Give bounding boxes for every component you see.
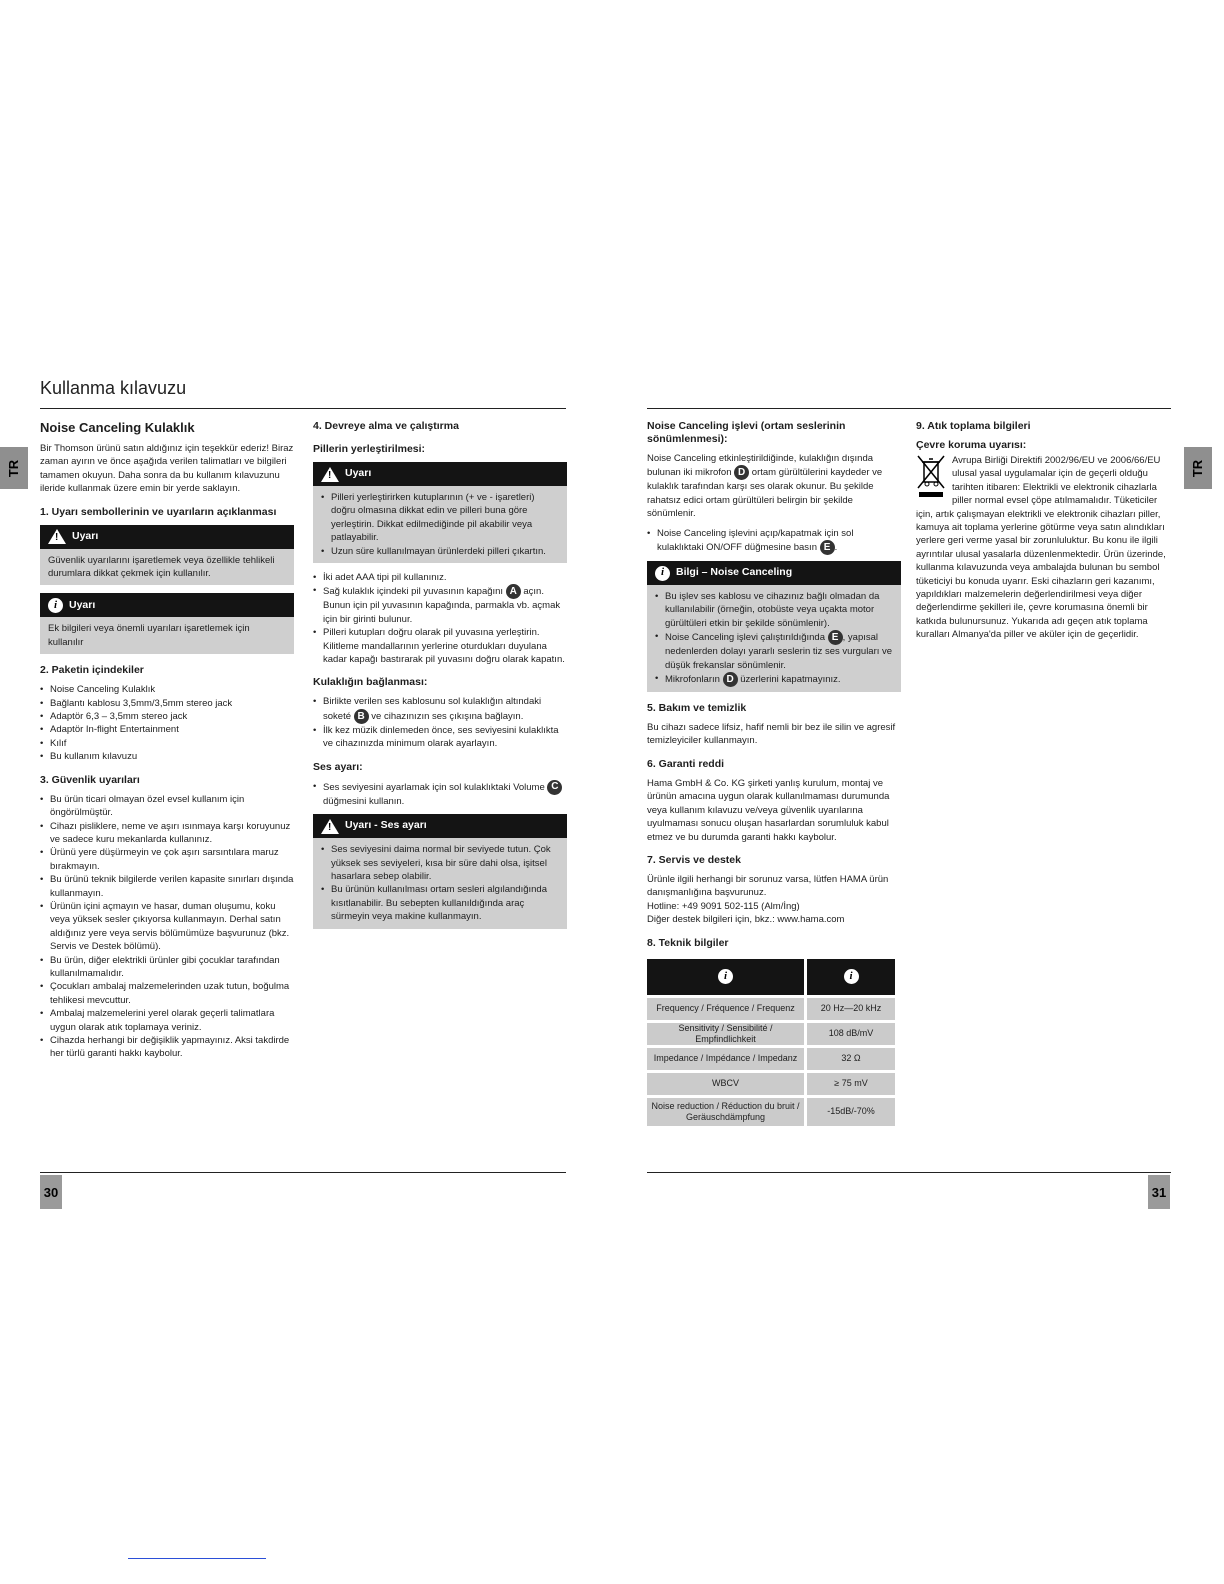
spec-value: 32 Ω bbox=[807, 1048, 895, 1070]
list-item: • Noise Canceling işlevi çalıştırıldığında E , yapısal nedenlerden dolayı yararlı seslerin tiz ses vurguları ve düşük frekanslar sönümlenir. bbox=[655, 630, 893, 672]
marker-b-badge: B bbox=[354, 709, 369, 724]
spec-label: Noise reduction / Réduction du bruit / Geräuschdämpfung bbox=[647, 1098, 804, 1126]
list-item: • Cihazda herhangi bir değişiklik yapmayınız. Aksi takdirde her türlü garanti hakkı kaybolur. bbox=[40, 1034, 294, 1061]
warning-triangle-icon: ! bbox=[321, 819, 339, 834]
support-link-text: Diğer destek bilgileri için, bkz.: www.hama.com bbox=[647, 914, 845, 926]
bottom-rule-right bbox=[647, 1172, 1171, 1173]
column-1 bbox=[40, 420, 294, 1067]
list-item: • Mikrofonların D üzerlerini kapatmayınız. bbox=[655, 672, 893, 687]
spec-label: Frequency / Fréquence / Frequenz bbox=[647, 998, 804, 1020]
intro-text: Bir Thomson ürünü satın aldığınız için teşekkür ederiz! Biraz zaman ayırın ve önce aşağıda verilen talimatları ve bilgileri tamamen okuyun. Daha sonra da bu kullanım kılavuzunu ileride kullanmak üzere emin bir yerde saklayın. bbox=[40, 443, 294, 495]
top-rule-right bbox=[647, 408, 1171, 409]
list-item: • Sağ kulaklık içindeki pil yuvasının kapağını A açın. Bunun için pil yuvasının kapağında, parmakla vb. açmak için bir girinti bulunur. bbox=[313, 584, 567, 626]
list-item: • İki adet AAA tipi pil kullanınız. bbox=[313, 571, 567, 584]
environment-text: Avrupa Birliği Direktifi 2002/96/EU ve 2006/66/EU ulusal yasal uygulamalar için de geçerli olduğu tarihten itibaren: Elektrikli ve elektronik cihazlarla piller normal evsel çöpe atılmamalıdır. Tüketiciler için, artık çalışmayan elektrikli ve elektronik cihazları piller, kamuya ait toplama yerlerine götürme veya satın alındıkları yerlere geri verme yasal bir zorunluluktur. Bu konu ile ilgili ayrıntılar ulusal yasalarla düzenlenmektedir. Ürün üzerinde, kullanma kılavuzunda veya ambalajda bulunan bu sembol tüketiciyi bu konuda uyarır. Eski cihazların geri kazanımı, yapıldıkları malzemelerin değerlendirilmesi veya diğer değerlendirme şekilleri ile, çevre korumasına önemli bir katkıda bulunursunuz. Yukarıda adı geçen atık toplama kuralları Almanya'da piller ve aküler için de geçerlidir. bbox=[916, 455, 1166, 641]
section-9-heading: 9. Atık toplama bilgileri bbox=[916, 420, 1031, 432]
section-4-heading: 4. Devreye alma ve çalıştırma bbox=[313, 420, 459, 432]
spec-value: ≥ 75 mV bbox=[807, 1073, 895, 1095]
spec-value: 20 Hz—20 kHz bbox=[807, 998, 895, 1020]
connection-heading: Kulaklığın bağlanması: bbox=[313, 676, 428, 689]
section-7-heading: 7. Servis ve destek bbox=[647, 853, 741, 866]
section-5-heading: 5. Bakım ve temizlik bbox=[647, 702, 747, 715]
safety-list bbox=[40, 793, 294, 1061]
table-row bbox=[647, 998, 895, 1020]
language-tab-right: TR bbox=[1184, 447, 1212, 489]
list-item: • Ambalaj malzemelerini yerel olarak geçerli talimatlara uygun olarak atık toplamaya veriniz. bbox=[40, 1007, 294, 1034]
product-title: Noise Canceling Kulaklık bbox=[40, 420, 195, 435]
list-item: • Noise Canceling Kulaklık bbox=[40, 683, 294, 696]
batteries-heading: Pillerin yerleştirilmesi: bbox=[313, 443, 426, 455]
marker-a-badge: A bbox=[506, 584, 521, 599]
package-contents-list bbox=[40, 683, 294, 763]
list-item: • Ürünü yere düşürmeyin ve çok aşırı sarsıntılara maruz bırakmayın. bbox=[40, 846, 294, 873]
info-icon: i bbox=[718, 969, 733, 984]
warning-box-text: Güvenlik uyarılarını işaretlemek veya özellikle tehlikeli durumlara dikkat çekmek için kullanılır. bbox=[40, 549, 294, 586]
battery-steps-list bbox=[313, 571, 567, 666]
warning-box-3 bbox=[313, 814, 567, 928]
info-box-title: Uyarı bbox=[69, 598, 96, 611]
warning-box-title: Uyarı bbox=[345, 467, 372, 480]
list-item: • Ses seviyesini daima normal bir seviyede tutun. Çok yüksek ses seviyeleri, kısa bir süre dahi olsa, işitsel hasarlara sebep olabilir. bbox=[321, 843, 559, 883]
marker-d-badge: D bbox=[723, 672, 738, 687]
list-item: • Bu ürün ticari olmayan özel evsel kullanım için öngörülmüştür. bbox=[40, 793, 294, 820]
noise-canceling-list bbox=[647, 527, 901, 555]
warning-triangle-icon: ! bbox=[48, 529, 66, 544]
marker-c-badge: C bbox=[547, 780, 562, 795]
list-item: • Bu ürün, diğer elektrikli ürünler gibi çocuklar tarafından kullanılmamalıdır. bbox=[40, 954, 294, 981]
volume-heading: Ses ayarı: bbox=[313, 760, 363, 773]
table-row bbox=[647, 1048, 895, 1070]
list-item: • Pilleri yerleştirirken kutuplarının (+ ve - işaretleri) doğru olmasına dikkat edin ve pilleri buna göre yerleştirin. Dikkat edilmediğinde pil akabilir veya patlayabilir. bbox=[321, 491, 559, 545]
list-item: • Çocukları ambalaj malzemelerinden uzak tutun, boğulma tehlikesi mevcuttur. bbox=[40, 980, 294, 1007]
spec-value: -15dB/-70% bbox=[807, 1098, 895, 1126]
list-item: • Uzun süre kullanılmayan ürünlerdeki pilleri çıkartın. bbox=[321, 545, 559, 558]
info-box-2 bbox=[647, 561, 901, 692]
list-item: • Bu işlev ses kablosu ve cihazınız bağlı olmadan da kullanılabilir (örneğin, otobüste veya uçakta motor gürültüleri etkin bir şekilde sönümlenir). bbox=[655, 590, 893, 630]
info-icon: i bbox=[844, 969, 859, 984]
hotline-text: Hotline: +49 9091 502-115 (Alm/İng) bbox=[647, 900, 800, 912]
list-item: • Bu kullanım kılavuzu bbox=[40, 750, 294, 763]
info-icon: i bbox=[655, 566, 670, 581]
info-box-1 bbox=[40, 593, 294, 654]
list-item: • Noise Canceling işlevini açıp/kapatmak için sol kulaklıktaki ON/OFF düğmesine basın E . bbox=[647, 527, 901, 555]
list-item: • Kılıf bbox=[40, 737, 294, 750]
list-item: • Adaptör In-flight Entertainment bbox=[40, 723, 294, 736]
warning-box-2 bbox=[313, 462, 567, 563]
warranty-text: Hama GmbH & Co. KG şirketi yanlış kurulum, montaj ve ürünün amacına uygun olarak kullanılmaması durumunda veya kullanım kılavuzu ve/veya güvenlik uyarılarına uyulmaması sonucu oluşan hasarlardan sorumluluk kabul etmez ve bu durumda garanti hakkı kaybolur. bbox=[647, 777, 890, 843]
service-text-line: Ürünle ilgili herhangi bir sorunuz varsa, lütfen HAMA ürün danışmanlığına başvurunuz. bbox=[647, 873, 889, 899]
list-item: • Bu ürünü teknik bilgilerde verilen kapasite sınırları dışında kullanmayın. bbox=[40, 873, 294, 900]
noise-canceling-text: Noise Canceling etkinleştirildiğinde, kulaklığın dışında bulunan iki mikrofon D ortam gürültülerini kaydeder ve kulaklık tarafından karşı ses olarak okunur. Bu şekilde rahatsız edici ortam gürültüleri belirgin bir şekilde sönümlenir. bbox=[647, 453, 883, 520]
spec-label: WBCV bbox=[647, 1073, 804, 1095]
column-2 bbox=[313, 420, 567, 937]
bottom-rule-left bbox=[40, 1172, 566, 1173]
marker-e-badge: E bbox=[828, 630, 843, 645]
list-item: • Ürünün içini açmayın ve hasar, duman oluşumu, koku veya yüksek sesler çıkıyorsa kullanmayın. Derhal satın aldığınız yere veya servis bölümümüze başvurunuz (bkz. Servis ve Destek bölümü). bbox=[40, 900, 294, 954]
warning-box-1 bbox=[40, 525, 294, 586]
section-3-heading: 3. Güvenlik uyarıları bbox=[40, 773, 140, 786]
hyperlink-underline bbox=[128, 1558, 266, 1559]
spec-header-cell bbox=[647, 959, 804, 995]
warning-box-title: Uyarı - Ses ayarı bbox=[345, 819, 427, 832]
spec-value: 108 dB/mV bbox=[807, 1023, 895, 1045]
section-2-heading: 2. Paketin içindekiler bbox=[40, 664, 144, 677]
spec-label: Sensitivity / Sensibilité / Empfindlichkeit bbox=[647, 1023, 804, 1045]
warning-box-title: Uyarı bbox=[72, 529, 99, 542]
info-box-title: Bilgi – Noise Canceling bbox=[676, 566, 793, 579]
spec-header-cell bbox=[807, 959, 895, 995]
marker-e-badge: E bbox=[820, 540, 835, 555]
spec-label: Impedance / Impédance / Impedanz bbox=[647, 1048, 804, 1070]
list-item: • Pilleri kutupları doğru olarak pil yuvasına yerleştirin. Kilitleme mandallarının yerlerine oturdukları duyulana kadar kapağı bastırarak pil yuvasını doğru olarak kapatın. bbox=[313, 626, 567, 666]
manual-header-title: Kullanma kılavuzu bbox=[40, 378, 187, 398]
table-row bbox=[647, 1023, 895, 1045]
top-rule-left bbox=[40, 408, 566, 409]
table-row bbox=[647, 1098, 895, 1126]
table-row bbox=[647, 1073, 895, 1095]
volume-list bbox=[313, 780, 567, 808]
list-item: • İlk kez müzik dinlemeden önce, ses seviyesini kulaklıkta ve cihazınızda minimum olarak ayarlayın. bbox=[313, 724, 567, 751]
list-item: • Bağlantı kablosu 3,5mm/3,5mm stereo jack bbox=[40, 697, 294, 710]
marker-d-badge: D bbox=[734, 465, 749, 480]
section-8-heading: 8. Teknik bilgiler bbox=[647, 936, 729, 949]
list-item: • Birlikte verilen ses kablosunu sol kulaklığın altındaki soketé B ve cihazınızın ses çıkışına bağlayın. bbox=[313, 695, 567, 723]
page-number-right: 31 bbox=[1148, 1175, 1170, 1209]
connection-list bbox=[313, 695, 567, 750]
warning-triangle-icon: ! bbox=[321, 467, 339, 482]
column-4 bbox=[916, 420, 1172, 648]
info-box-text: Ek bilgileri veya önemli uyarıları işaretlemek için kullanılır bbox=[40, 617, 294, 654]
list-item: • Adaptör 6,3 – 3,5mm stereo jack bbox=[40, 710, 294, 723]
list-item: • Bu ürünün kullanılması ortam sesleri algılandığında kısıtlanabilir. Bu sebepten kullanıldığında araç sürmeyin veya makine kullanmayın. bbox=[321, 883, 559, 923]
environment-heading: Çevre koruma uyarısı: bbox=[916, 439, 1027, 451]
noise-canceling-heading: Noise Canceling işlevi (ortam seslerinin sönümlenmesi): bbox=[647, 420, 846, 445]
info-icon: i bbox=[48, 598, 63, 613]
list-item: • Cihazı pisliklere, neme ve aşırı ısınmaya karşı koruyunuz ve sadece kuru mekanlarda kullanınız. bbox=[40, 820, 294, 847]
column-3 bbox=[647, 420, 901, 1129]
page-number-left: 30 bbox=[40, 1175, 62, 1209]
section-1-heading: 1. Uyarı sembollerinin ve uyarıların açıklanması bbox=[40, 505, 277, 518]
list-item: • Ses seviyesini ayarlamak için sol kulaklıktaki Volume C düğmesini kullanın. bbox=[313, 780, 567, 808]
crossed-bin-icon bbox=[916, 454, 946, 498]
spec-table bbox=[644, 956, 898, 1129]
language-tab-left: TR bbox=[0, 447, 28, 489]
section-6-heading: 6. Garanti reddi bbox=[647, 757, 725, 770]
care-text: Bu cihazı sadece lifsiz, hafif nemli bir bez ile silin ve agresif temizleyiciler kullanmayın. bbox=[647, 722, 896, 747]
